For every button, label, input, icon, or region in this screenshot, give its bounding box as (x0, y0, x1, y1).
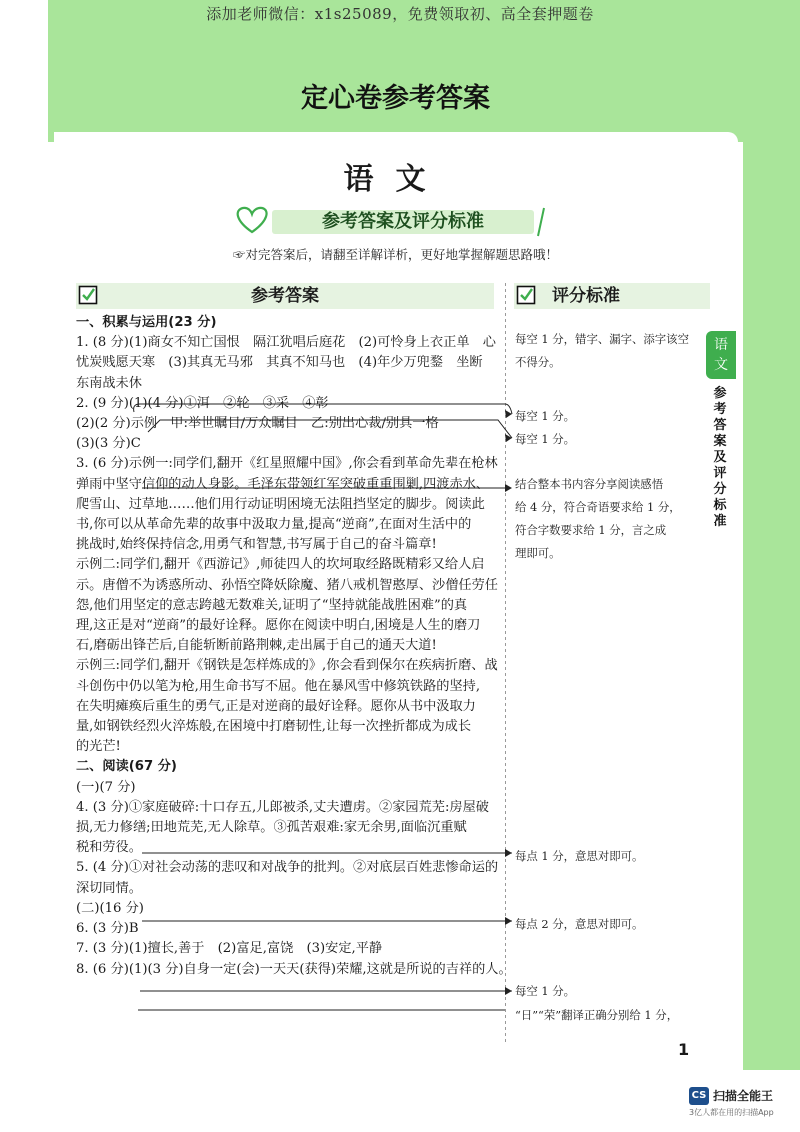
side-section-label: 参 考 答 案 及 评 分 标 准 (713, 386, 727, 529)
scoring-line: 结合整本书内容分享阅读感悟 (515, 477, 664, 491)
answer-line: 1. (8 分)(1)商女不知亡国恨 隔江犹唱后庭花 (2)可怜身上衣正单 心 (76, 335, 496, 351)
answer-line: (2)(2 分)示例 甲:举世瞩目/万众瞩目 乙:别出心裁/别具一格 (76, 416, 439, 432)
answer-line: 怨,他们用坚定的意志跨越无数难关,证明了“坚持就能战胜困难”的真 (76, 597, 468, 613)
scoring-line: 理即可。 (515, 546, 561, 560)
page-title: 定心卷参考答案 (301, 83, 490, 114)
answer-line: 忧炭贱愿天寒 (3)其真无马邪 其真不知马也 (4)年少万兜鍪 坐断 (76, 355, 483, 371)
scanner-tagline: 3亿人都在用的扫描App (689, 1108, 774, 1117)
answers-header-label: 参考答案 (251, 286, 319, 306)
scoring-line: 每空 1 分，错字、漏字、添字该空 (515, 332, 689, 346)
answer-line: 5. (4 分)①对社会动荡的悲叹和对战争的批判。②对底层百姓悲惨命运的 (76, 860, 499, 876)
answer-line: 挑战时,始终保持信念,用勇气和智慧,书写属于自己的奋斗篇章! (76, 537, 437, 553)
hint-text: ☞对完答案后，请翻至详解详析，更好地掌握解题思路哦！ (232, 247, 558, 262)
scanner-logo (689, 1085, 797, 1130)
scoring-line: 每点 1 分，意思对即可。 (515, 849, 644, 863)
answer-line: 在失明瘫痪后重生的勇气,正是对逆商的最好诠释。愿你从书中汲取力 (76, 698, 476, 714)
subject-tab[interactable]: 语 文 (706, 331, 736, 379)
answer-line: 6. (3 分)B (76, 921, 139, 937)
answer-line: 3. (6 分)示例一:同学们,翻开《红星照耀中国》,你会看到革命先辈在枪林 (76, 456, 498, 472)
answer-line: 量,如钢铁经烈火淬炼般,在困境中打磨韧性,让每一次挫折都成为成长 (76, 719, 472, 735)
section-banner-text: 参考答案及评分标准 (322, 211, 484, 232)
answer-line: 税和劳役。 (76, 840, 142, 856)
scoring-line: 每空 1 分。 (515, 409, 576, 423)
answer-line: 8. (6 分)(1)(3 分)自身一定(会)一天天(获得)荣耀,这就是所说的吉祥的人。 (76, 961, 512, 977)
scoring-line: 符合字数要求给 1 分，言之成 (515, 523, 667, 537)
answer-line: 2. (9 分)(1)(4 分)①洱 ②轮 ③采 ④彰 (76, 395, 329, 411)
answer-line: 一、积累与运用(23 分) (76, 315, 217, 330)
answer-line: 示例二:同学们,翻开《西游记》,师徒四人的坎坷取经路既精彩又给人启 (76, 557, 485, 573)
answer-line: 理,这正是对“逆商”的最好诠释。愿你在阅读中明白,困境是人生的磨刀 (76, 618, 481, 634)
answer-line: 示例三:同学们,翻开《钢铁是怎样炼成的》,你会看到保尔在疾病折磨、战 (76, 658, 498, 674)
answer-line: 爬雪山、过草地……他们用行动证明困境无法阻挡坚定的脚步。阅读此 (76, 496, 485, 512)
scoring-line: 每空 1 分。 (515, 432, 576, 446)
answer-line: 4. (3 分)①家庭破碎:十口存五,儿郎被杀,丈夫遭虏。②家园荒芜:房屋破 (76, 799, 489, 815)
answer-line: 损,无力修缮;田地荒芜,无人除草。③孤苦艰难:家无余男,面临沉重赋 (76, 820, 467, 836)
scoring-line: 不得分。 (515, 355, 561, 369)
answer-line: 7. (3 分)(1)擅长,善于 (2)富足,富饶 (3)安定,平静 (76, 941, 383, 957)
watermark-text: 添加老师微信：x1s25089，免费领取初、高全套押题卷 (206, 5, 594, 23)
cs-logo-icon: CS (689, 1087, 709, 1105)
answer-line: 斗创伤中仍以笔为枪,用生命书写不屈。他在暴风雪中修筑铁路的坚持, (76, 678, 481, 694)
answer-line: 示。唐僧不为诱惑所动、孙悟空降妖除魔、猪八戒机智憨厚、沙僧任劳任 (76, 577, 498, 593)
scoring-line: 每空 1 分。 (515, 984, 576, 998)
answer-line: 弹雨中坚守信仰的动人身影。毛泽东带领红军突破重重围剿,四渡赤水、 (76, 476, 490, 492)
subject-heading: 语文 (343, 162, 448, 197)
answer-line: (二)(16 分) (76, 900, 144, 916)
scoring-line: “日”“荣”翻译正确分别给 1 分， (515, 1008, 679, 1022)
scoring-line: 每点 2 分，意思对即可。 (515, 917, 644, 931)
answer-line: 的光芒! (76, 739, 121, 755)
page-number: 1 (678, 1040, 690, 1059)
answer-line: 深切同情。 (76, 880, 142, 896)
scanner-name: 扫描全能王 (713, 1089, 774, 1103)
answer-line: 东南战未休 (76, 375, 142, 391)
scoring-header-label: 评分标准 (552, 286, 620, 306)
scoring-line: 给 4 分，符合奇语要求给 1 分， (515, 500, 681, 514)
answer-line: (3)(3 分)C (76, 436, 141, 452)
answer-line: 石,磨砺出锋芒后,自能斩断前路荆棘,走出属于自己的通天大道! (76, 638, 437, 654)
answer-line: 二、阅读(67 分) (76, 759, 177, 775)
answer-line: (一)(7 分) (76, 779, 136, 795)
answer-line: 书,你可以从革命先辈的故事中汲取力量,提高“逆商”,在面对生活中的 (76, 517, 472, 533)
